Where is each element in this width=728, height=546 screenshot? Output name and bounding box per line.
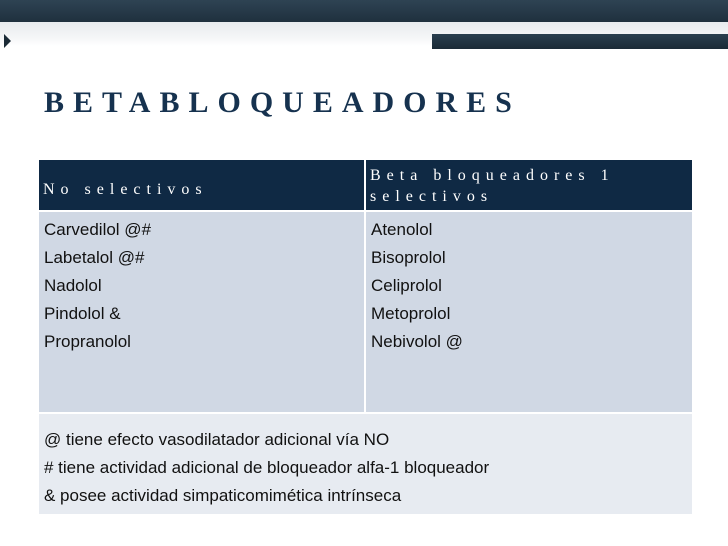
page-title: BETABLOQUEADORES (44, 86, 521, 119)
list-item: Propranolol (44, 332, 131, 351)
list-item: Bisoprolol (371, 248, 446, 267)
accent-arrow-icon (4, 34, 11, 48)
note-simpaticomimetica: & posee actividad simpaticomimética intrínseca (44, 486, 402, 505)
beta-blocker-table (37, 158, 694, 516)
list-item: Nadolol (44, 276, 102, 295)
note-alfa-bloqueador: # tiene actividad adicional de bloqueador alfa-1 bloqueador (44, 458, 490, 477)
table-header-row (38, 159, 693, 211)
cell-no-selectivos (38, 211, 365, 413)
list-item: Metoprolol (371, 304, 451, 323)
header-selectivos: Beta bloqueadores 1 selectivos (365, 159, 693, 211)
note-vasodilatador: @ tiene efecto vasodilatador adicional vía NO (44, 430, 390, 449)
table-row (38, 211, 693, 413)
list-item: Carvedilol @# (44, 220, 152, 239)
header-no-selectivos: No selectivos (38, 159, 365, 211)
cell-notes (38, 413, 693, 515)
cell-selectivos (365, 211, 693, 413)
list-item: Celiprolol (371, 276, 442, 295)
list-item: Atenolol (371, 220, 433, 239)
list-item: Labetalol @# (44, 248, 145, 267)
list-item: Nebivolol @ (371, 332, 463, 351)
list-item: Pindolol & (44, 304, 121, 323)
top-band (0, 0, 728, 22)
accent-bar (432, 34, 728, 49)
table-notes-row (38, 413, 693, 515)
